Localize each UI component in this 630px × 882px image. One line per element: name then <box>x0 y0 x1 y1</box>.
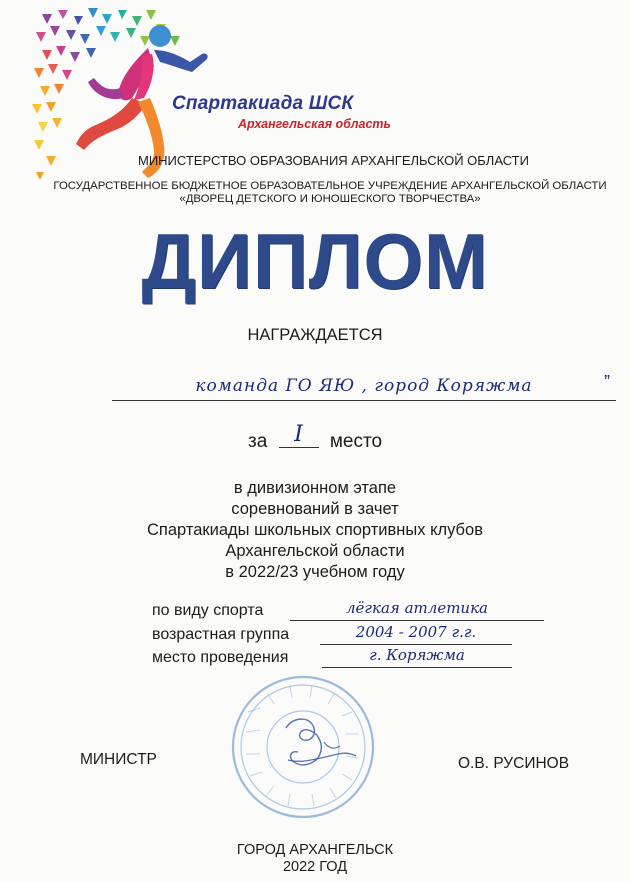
place-value: I <box>294 422 303 447</box>
footer <box>0 842 630 876</box>
sport-line <box>290 620 544 621</box>
institution-name <box>40 180 620 206</box>
signature-position: МИНИСТР <box>80 751 157 768</box>
description-line: Спартакиады школьных спортивных клубов <box>147 521 483 539</box>
official-stamp-icon <box>228 672 378 822</box>
venue-label: место проведения <box>152 649 289 666</box>
institution-line-2: «ДВОРЕЦ ДЕТСКОГО И ЮНОШЕСКОГО ТВОРЧЕСТВА» <box>179 193 481 205</box>
age-line <box>320 644 512 645</box>
place-blank <box>279 422 319 448</box>
description-line: в дивизионном этапе <box>233 479 397 497</box>
place-suffix: место <box>329 431 383 452</box>
sport-value: лёгкая атлетика <box>346 599 488 617</box>
age-field <box>152 626 289 644</box>
ministry-name: МИНИСТЕРСТВО ОБРАЗОВАНИЯ АРХАНГЕЛЬСКОЙ ОБЛАСТИ <box>138 153 529 168</box>
logo-subtitle: Архангельская область <box>238 117 391 131</box>
sport-label: по виду спорта <box>152 602 264 619</box>
recipient-handwritten: команда ГО ЯЮ , город Коряжма <box>195 376 533 396</box>
place-row <box>0 422 630 454</box>
venue-value: г. Коряжма <box>369 646 465 664</box>
age-value: 2004 - 2007 г.г. <box>355 623 477 641</box>
description-line: в 2022/23 учебном году <box>225 563 405 581</box>
venue-line <box>322 667 512 668</box>
description <box>0 478 630 583</box>
institution-line-1: ГОСУДАРСТВЕННОЕ БЮДЖЕТНОЕ ОБРАЗОВАТЕЛЬНОЕ УЧРЕЖДЕНИЕ АРХАНГЕЛЬСКОЙ ОБЛАСТИ <box>53 180 607 192</box>
description-line: Архангельской области <box>225 542 405 560</box>
footer-city: ГОРОД АРХАНГЕЛЬСК <box>236 842 394 858</box>
age-label: возрастная группа <box>152 626 290 643</box>
place-prefix: за <box>247 431 268 452</box>
logo-title: Спартакиада ШСК <box>172 93 354 114</box>
recipient-quote-mark: ” <box>604 372 610 392</box>
signature-name: О.В. РУСИНОВ <box>458 755 570 772</box>
awarded-heading: НАГРАЖДАЕТСЯ <box>247 326 383 344</box>
footer-year: 2022 ГОД <box>282 859 348 875</box>
description-line: соревнований в зачет <box>231 500 399 518</box>
recipient-line <box>112 400 616 401</box>
sport-field <box>152 602 263 620</box>
diploma-title: ДИПЛОМ <box>141 217 489 305</box>
venue-field <box>152 649 288 667</box>
